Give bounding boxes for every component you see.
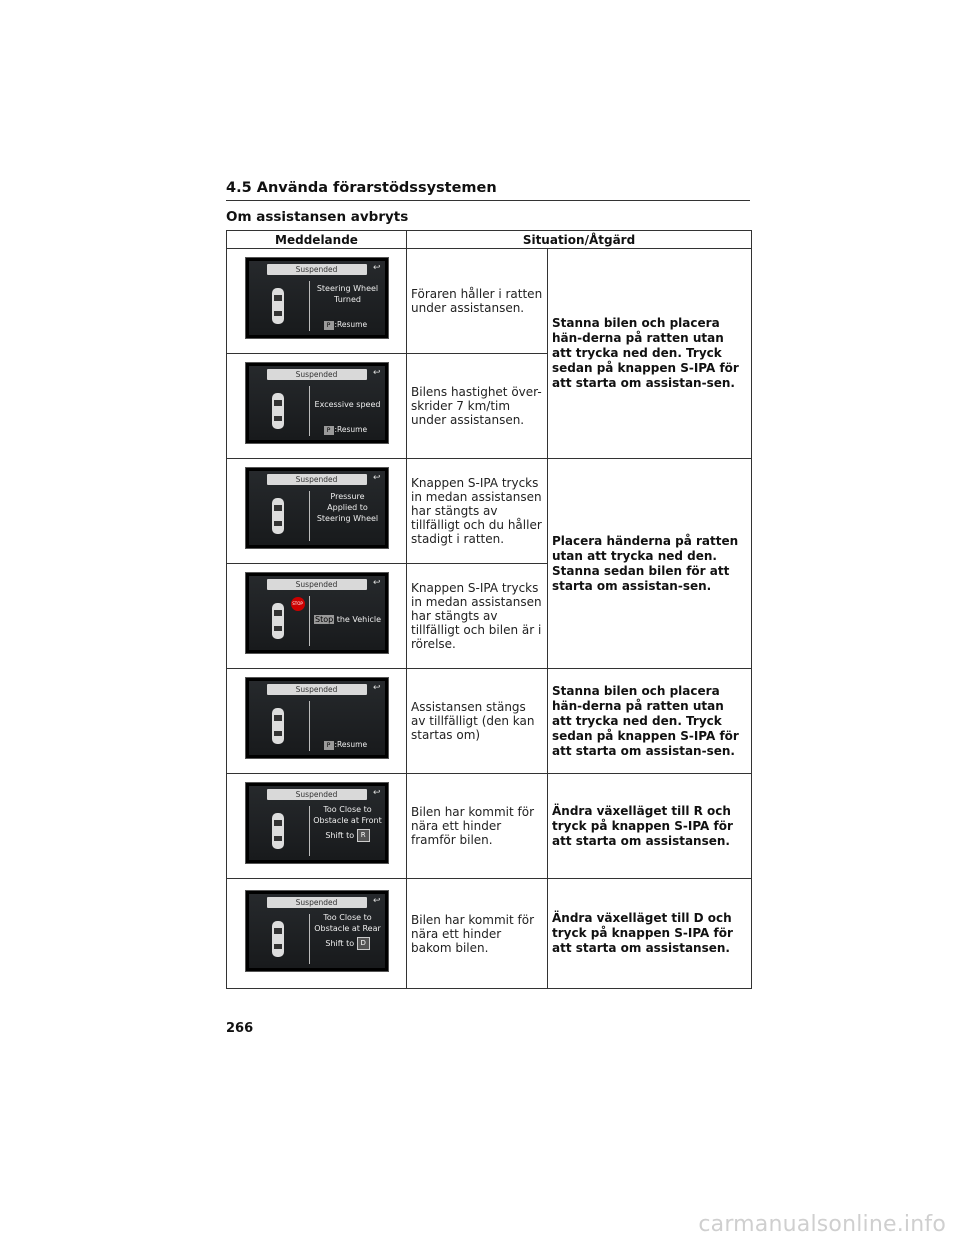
screen-cell (227, 564, 407, 669)
display-screenshot (245, 677, 389, 759)
message-text: Bilen har kommit för nära ett hinder bakom bilen. (407, 879, 548, 989)
suspended-bar: Suspended (267, 474, 367, 485)
suspended-bar: Suspended (267, 264, 367, 275)
screen-line: Too Close to (323, 805, 372, 814)
action-text: Stanna bilen och placera hän-derna på ratten utan att trycka ned den. Tryck sedan på knappen S-IPA för att starta om assistan-sen. (548, 249, 752, 459)
suspended-bar: Suspended (267, 789, 367, 800)
screen-cell (227, 459, 407, 564)
parking-button-icon: P (324, 741, 334, 750)
back-icon: ↩ (372, 578, 381, 588)
table-row (227, 879, 752, 989)
back-icon: ↩ (372, 473, 381, 483)
parking-button-icon: P (324, 426, 334, 435)
screen-line: Applied to (327, 503, 368, 512)
display-screenshot (245, 362, 389, 444)
suspended-bar: Suspended (267, 579, 367, 590)
resume-label: :Resume (334, 425, 368, 434)
watermark: carmanualsonline.info (698, 1212, 946, 1237)
screen-line: Obstacle at Front (313, 816, 382, 825)
display-screenshot (245, 467, 389, 549)
back-icon: ↩ (372, 788, 381, 798)
car-icon (271, 497, 285, 535)
car-icon (271, 287, 285, 325)
message-text: Föraren håller i ratten under assistansen. (407, 249, 548, 354)
action-text: Ändra växelläget till D och tryck på knappen S-IPA för att starta om assistansen. (548, 879, 752, 989)
screen-line: Obstacle at Rear (314, 923, 381, 933)
action-text: Placera händerna på ratten utan att trycka ned den. Stanna sedan bilen för att starta om assistan-sen. (548, 459, 752, 669)
shift-label: Shift to (325, 938, 355, 948)
screen-cell (227, 774, 407, 879)
suspension-table (226, 230, 752, 989)
shift-label: Shift to (325, 831, 355, 840)
display-screenshot (245, 782, 389, 864)
display-screenshot (245, 572, 389, 654)
car-icon (271, 707, 285, 745)
screen-cell (227, 354, 407, 459)
suspended-bar: Suspended (267, 684, 367, 695)
screen-line: Pressure (330, 492, 365, 501)
screen-line: Steering Wheel (316, 514, 379, 523)
action-text: Stanna bilen och placera hän-derna på ratten utan att trycka ned den. Tryck sedan på knappen S-IPA för att starta om assistan-sen. (548, 669, 752, 774)
car-icon (271, 812, 285, 850)
header-situation: Situation/Åtgärd (407, 231, 752, 249)
screen-cell (227, 879, 407, 989)
stop-sign-icon: STOP (291, 597, 305, 611)
screen-line: Turned (334, 295, 361, 304)
screen-cell (227, 249, 407, 354)
message-text: Bilens hastighet över-skrider 7 km/tim under assistansen. (407, 354, 548, 459)
page-number: 266 (226, 1021, 254, 1036)
screen-line: Steering Wheel (316, 284, 379, 293)
screen-cell (227, 669, 407, 774)
action-text: Ändra växelläget till R och tryck på knappen S-IPA för att starta om assistansen. (548, 774, 752, 879)
car-icon (271, 602, 285, 640)
back-icon: ↩ (372, 895, 381, 906)
table-row (227, 669, 752, 774)
table-row (227, 249, 752, 354)
parking-button-icon: P (324, 321, 334, 330)
back-icon: ↩ (372, 368, 381, 378)
table-header-row (227, 231, 752, 249)
back-icon: ↩ (372, 263, 381, 273)
display-screenshot (245, 257, 389, 339)
suspended-bar: Suspended (267, 897, 367, 908)
resume-label: :Resume (334, 740, 368, 749)
stop-label: Stop (314, 615, 334, 624)
subtitle: Om assistansen avbryts (226, 209, 409, 225)
screen-line: the Vehicle (336, 615, 381, 624)
header-message: Meddelande (227, 231, 407, 249)
screen-line: Excessive speed (314, 400, 381, 409)
message-text: Knappen S-IPA trycks in medan assistansen har stängts av tillfälligt och du håller stadigt i ratten. (407, 459, 548, 564)
table-row (227, 459, 752, 564)
car-icon (271, 920, 285, 958)
message-text: Knappen S-IPA trycks in medan assistansen har stängts av tillfälligt och bilen är i rörelse. (407, 564, 548, 669)
table-row (227, 774, 752, 879)
message-text: Assistansen stängs av tillfälligt (den kan startas om) (407, 669, 548, 774)
gear-r-icon: R (357, 829, 370, 842)
section-header (226, 178, 750, 201)
section-title: 4.5 Använda förarstödssystemen (226, 180, 497, 196)
screen-line: Too Close to (323, 912, 372, 922)
gear-d-icon: D (357, 937, 370, 950)
back-icon: ↩ (372, 683, 381, 693)
message-text: Bilen har kommit för nära ett hinder framför bilen. (407, 774, 548, 879)
car-icon (271, 392, 285, 430)
display-screenshot (245, 890, 389, 972)
suspended-bar: Suspended (267, 369, 367, 380)
resume-label: :Resume (334, 320, 368, 329)
